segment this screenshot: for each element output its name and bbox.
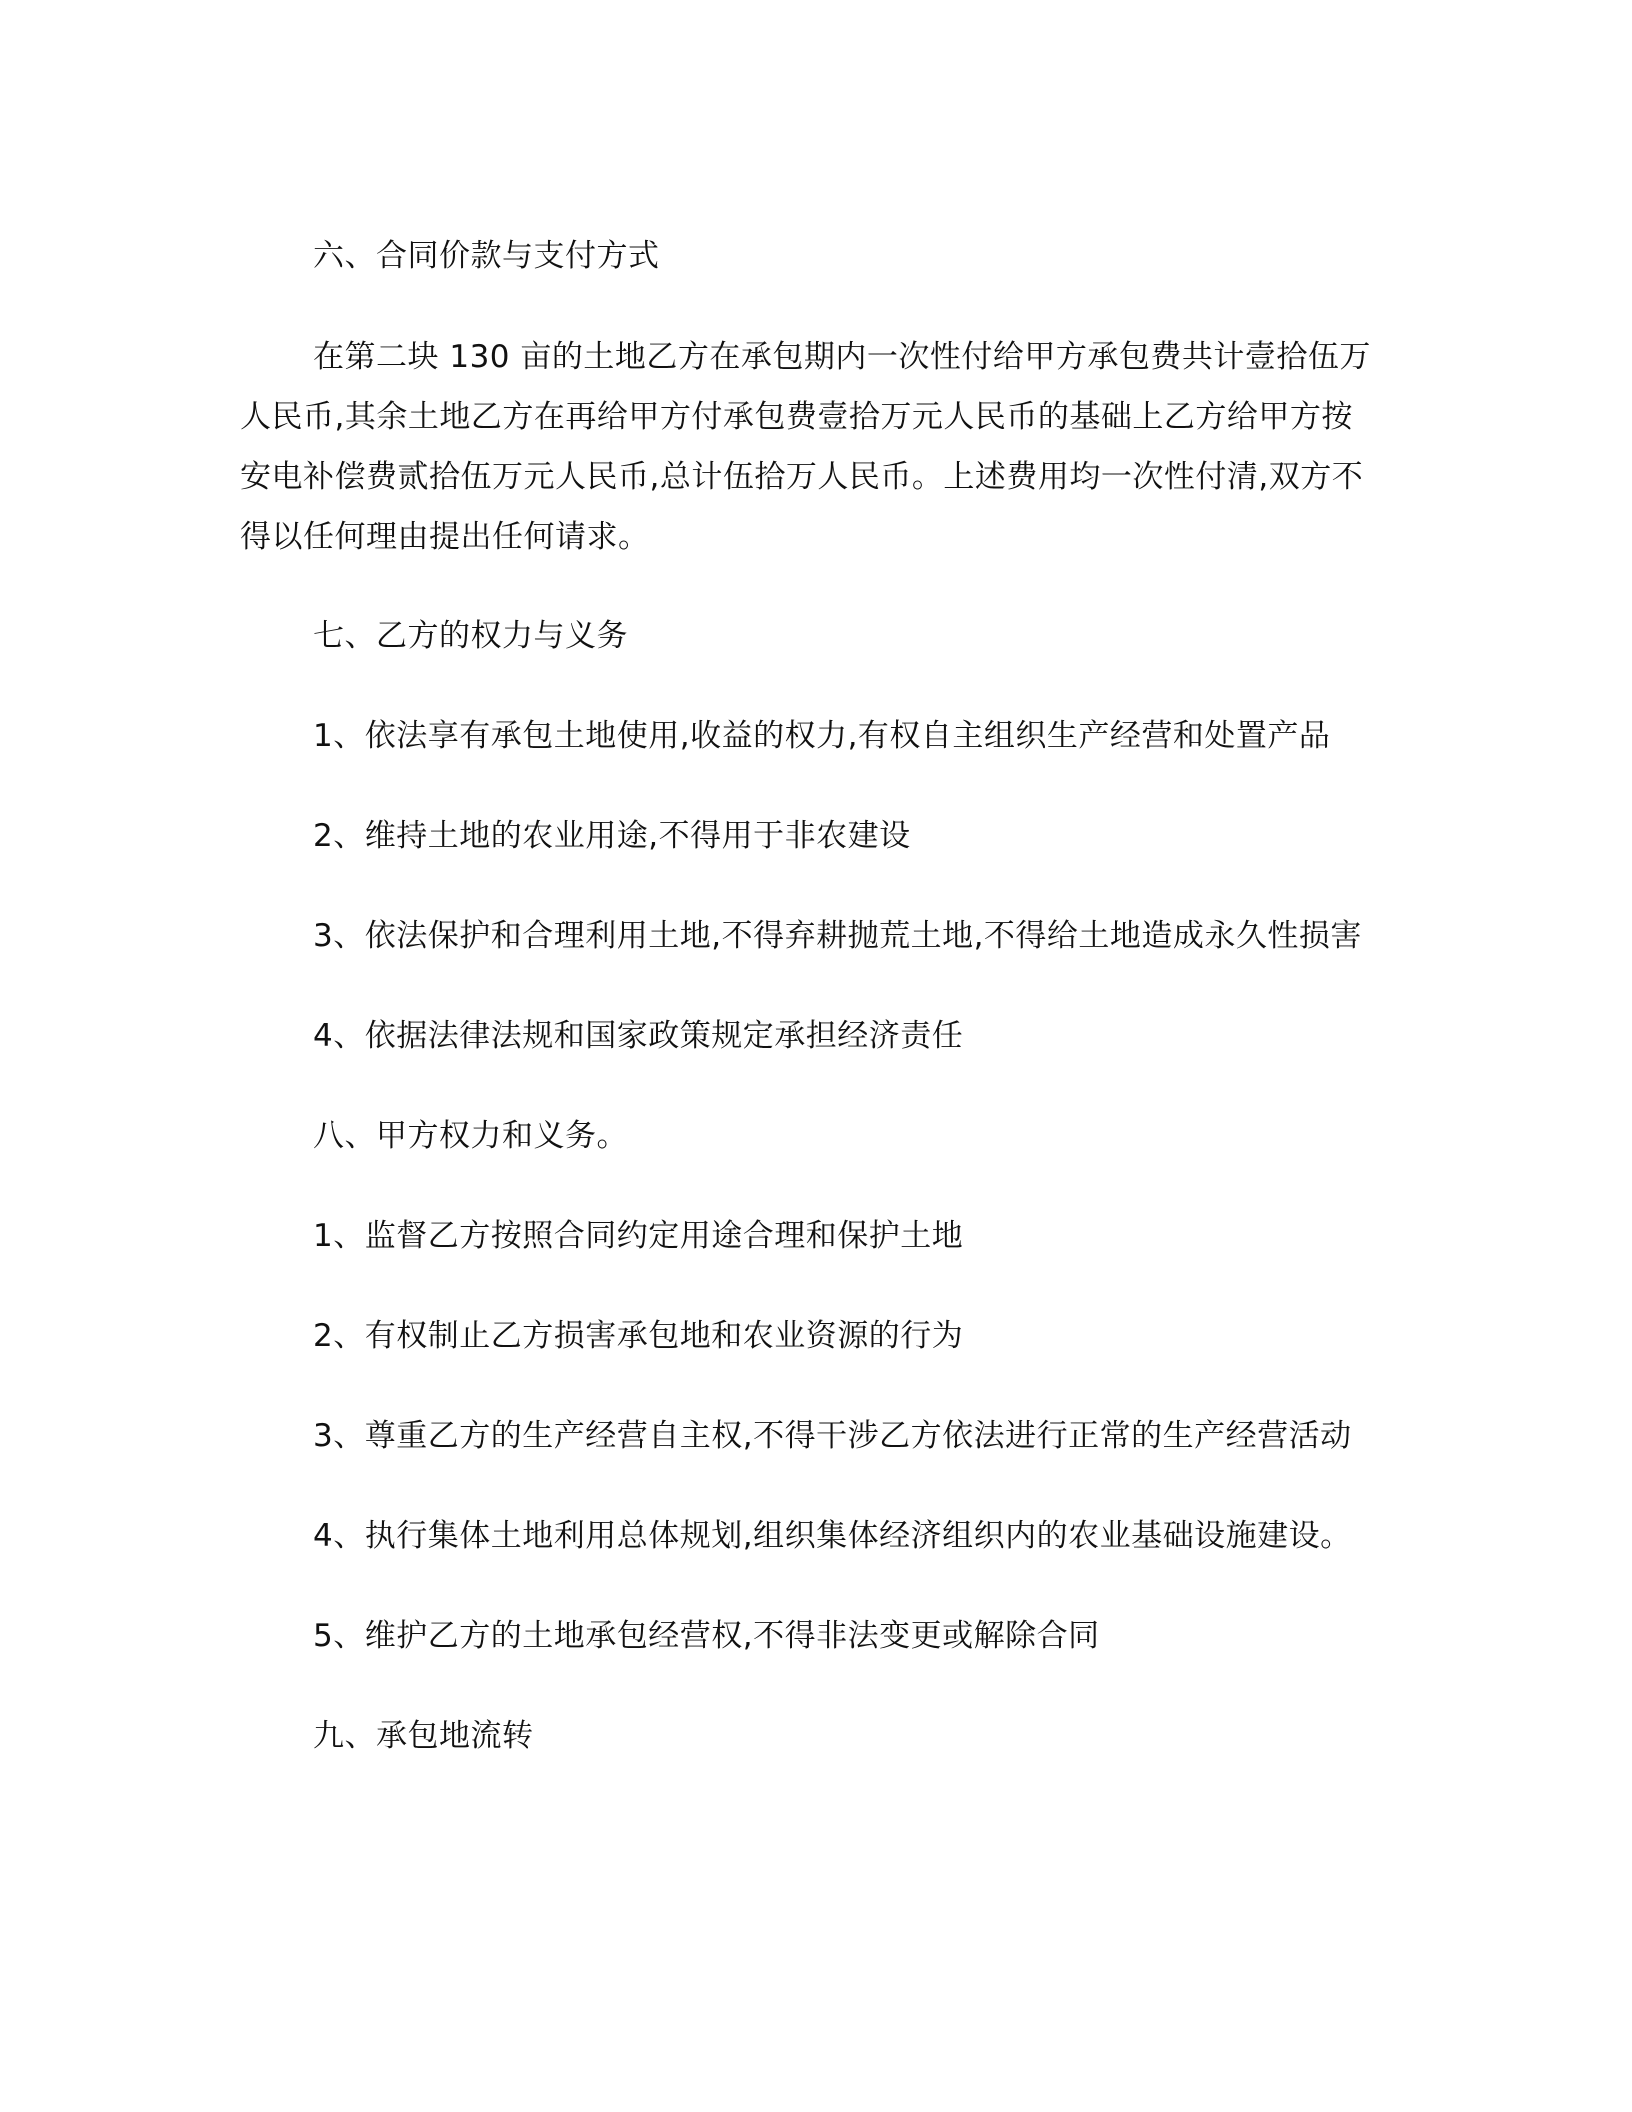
- list-item: 4、执行集体土地利用总体规划,组织集体经济组织内的农业基础设施建设。: [313, 1518, 1352, 1554]
- section-heading-9: 九、承包地流转: [313, 1718, 534, 1754]
- section-heading-8: 八、甲方权力和义务。: [313, 1118, 628, 1154]
- list-item: 4、依据法律法规和国家政策规定承担经济责任: [313, 1018, 964, 1054]
- list-item: 1、依法享有承包土地使用,收益的权力,有权自主组织生产经营和处置产品: [313, 718, 1331, 754]
- section-heading-6: 六、合同价款与支付方式: [313, 238, 660, 274]
- list-item: 2、有权制止乙方损害承包地和农业资源的行为: [313, 1318, 964, 1354]
- list-item: 5、维护乙方的土地承包经营权,不得非法变更或解除合同: [313, 1618, 1100, 1654]
- section-heading-7: 七、乙方的权力与义务: [313, 618, 628, 654]
- paragraph-line: 人民币,其余土地乙方在再给甲方付承包费壹拾万元人民币的基础上乙方给甲方按: [240, 399, 1353, 435]
- paragraph-line: 在第二块 130 亩的土地乙方在承包期内一次性付给甲方承包费共计壹拾伍万: [313, 339, 1371, 375]
- list-item: 3、依法保护和合理利用土地,不得弃耕抛荒土地,不得给土地造成永久性损害: [313, 918, 1362, 954]
- list-item: 1、监督乙方按照合同约定用途合理和保护土地: [313, 1218, 964, 1254]
- paragraph-line: 得以任何理由提出任何请求。: [240, 519, 650, 555]
- list-item: 2、维持土地的农业用途,不得用于非农建设: [313, 818, 911, 854]
- list-item: 3、尊重乙方的生产经营自主权,不得干涉乙方依法进行正常的生产经营活动: [313, 1418, 1352, 1454]
- payment-paragraph: [313, 327, 1463, 387]
- payment-paragraph-continued: [240, 387, 1390, 567]
- paragraph-line: 安电补偿费贰拾伍万元人民币,总计伍拾万人民币。上述费用均一次性付清,双方不: [240, 459, 1364, 495]
